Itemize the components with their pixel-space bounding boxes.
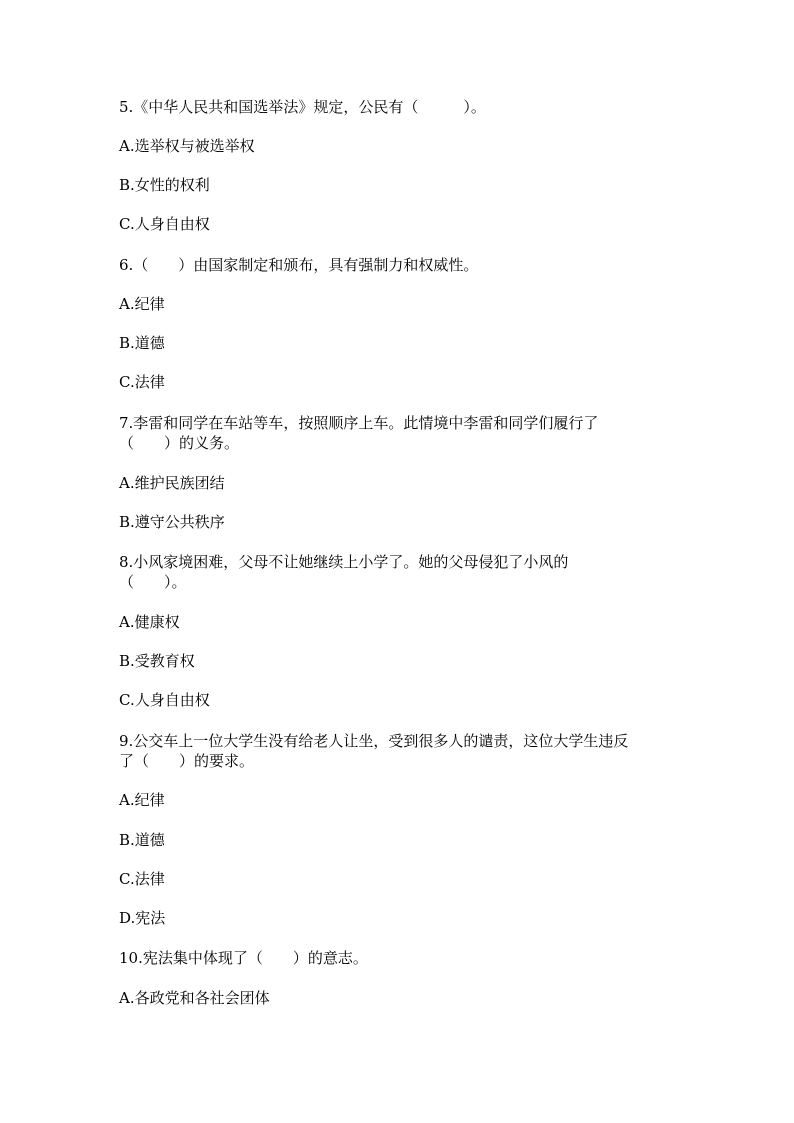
question-9-option-d: D.宪法 xyxy=(119,909,166,927)
question-10-option-a: A.各政党和各社会团体 xyxy=(119,989,270,1007)
question-9-option-c: C.法律 xyxy=(119,870,165,888)
question-9-option-b: B.道德 xyxy=(119,831,165,849)
question-7-stem-line-2: （ ）的义务。 xyxy=(119,434,240,452)
question-6-option-b: B.道德 xyxy=(119,334,165,352)
question-8-option-b: B.受教育权 xyxy=(119,652,195,670)
question-6-option-a: A.纪律 xyxy=(119,295,165,313)
question-5-option-c: C.人身自由权 xyxy=(119,215,210,233)
question-9-stem-line-1: 9.公交车上一位大学生没有给老人让坐，受到很多人的谴责，这位大学生违反 xyxy=(119,732,629,750)
question-7-stem-line-1: 7.李雷和同学在车站等车，按照顺序上车。此情境中李雷和同学们履行了 xyxy=(119,414,599,432)
question-6-stem: 6.（ ）由国家制定和颁布，具有强制力和权威性。 xyxy=(119,256,479,274)
question-6-option-c: C.法律 xyxy=(119,373,165,391)
question-8-option-c: C.人身自由权 xyxy=(119,691,210,709)
question-7-option-b: B.遵守公共秩序 xyxy=(119,513,225,531)
question-5-option-b: B.女性的权利 xyxy=(119,176,210,194)
question-7-option-a: A.维护民族团结 xyxy=(119,474,225,492)
question-5-option-a: A.选举权与被选举权 xyxy=(119,137,255,155)
question-8-option-a: A.健康权 xyxy=(119,613,180,631)
question-9-stem-line-2: 了（ ）的要求。 xyxy=(119,752,255,770)
question-8-stem-line-2: （ ）。 xyxy=(119,573,187,591)
question-10-stem: 10.宪法集中体现了（ ）的意志。 xyxy=(119,949,368,967)
question-9-option-a: A.纪律 xyxy=(119,791,165,809)
question-8-stem-line-1: 8.小风家境困难，父母不让她继续上小学了。她的父母侵犯了小风的 xyxy=(119,553,569,571)
question-5-stem: 5.《中华人民共和国选举法》规定，公民有（ ）。 xyxy=(119,98,486,116)
